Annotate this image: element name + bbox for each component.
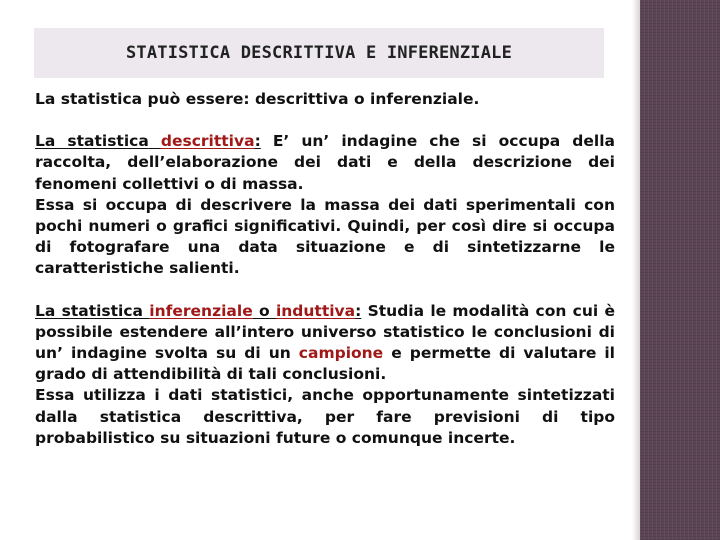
inferential-paragraph-2-text: Essa utilizza i dati statistici, anche opportunamente sintetizzati dalla statistica descrittiva, per fare previsioni di tipo probabilistico su situazioni future o comunque incerte. xyxy=(35,386,615,447)
inferential-connector: o xyxy=(259,301,270,320)
intro-paragraph xyxy=(35,89,615,110)
descriptive-paragraph-2 xyxy=(35,195,615,280)
descriptive-term: descrittiva xyxy=(160,132,255,151)
descriptive-body: E’ un’ indagine che si occupa della raccolta, dell’elaborazione dei dati e della descrizione dei fenomeni collettivi o di massa. xyxy=(35,132,615,193)
slide-content xyxy=(35,89,615,449)
decorative-sidebar xyxy=(640,0,720,540)
campione-highlight: campione xyxy=(298,344,384,363)
spacer xyxy=(35,110,615,131)
title-band xyxy=(34,28,604,78)
slide-title: STATISTICA DESCRITTIVA E INFERENZIALE xyxy=(125,43,513,63)
inferential-lead: La statistica xyxy=(35,301,144,320)
descriptive-paragraph xyxy=(35,131,615,195)
inferential-colon: : xyxy=(355,301,362,320)
descriptive-lead: La statistica xyxy=(35,132,149,151)
sidebar-edge xyxy=(632,0,640,540)
descriptive-colon: : xyxy=(254,132,261,151)
descriptive-space xyxy=(149,132,161,150)
inferential-body-end: e permette di valutare il grado di attendibilità di tali conclusioni. xyxy=(35,344,615,384)
intro-text: La statistica può essere: descrittiva o inferenziale. xyxy=(35,90,480,108)
inferential-term: inferenziale xyxy=(149,301,253,320)
inductive-term: induttiva xyxy=(275,301,356,320)
descriptive-paragraph-2-text: Essa si occupa di descrivere la massa dei dati sperimentali con pochi numeri o grafici significativi. Quindi, per così dire si occupa di fotografare una data situazione e di sintetizzarne le caratteristiche salienti. xyxy=(35,195,615,278)
inferential-paragraph-2 xyxy=(35,385,615,449)
inferential-body-start: Studia le modalità con cui è possibile estendere all’intero universo statistico le conclusioni di un’ indagine svolta su di un xyxy=(35,301,615,363)
spacer xyxy=(35,280,615,301)
inferential-paragraph xyxy=(35,301,615,386)
